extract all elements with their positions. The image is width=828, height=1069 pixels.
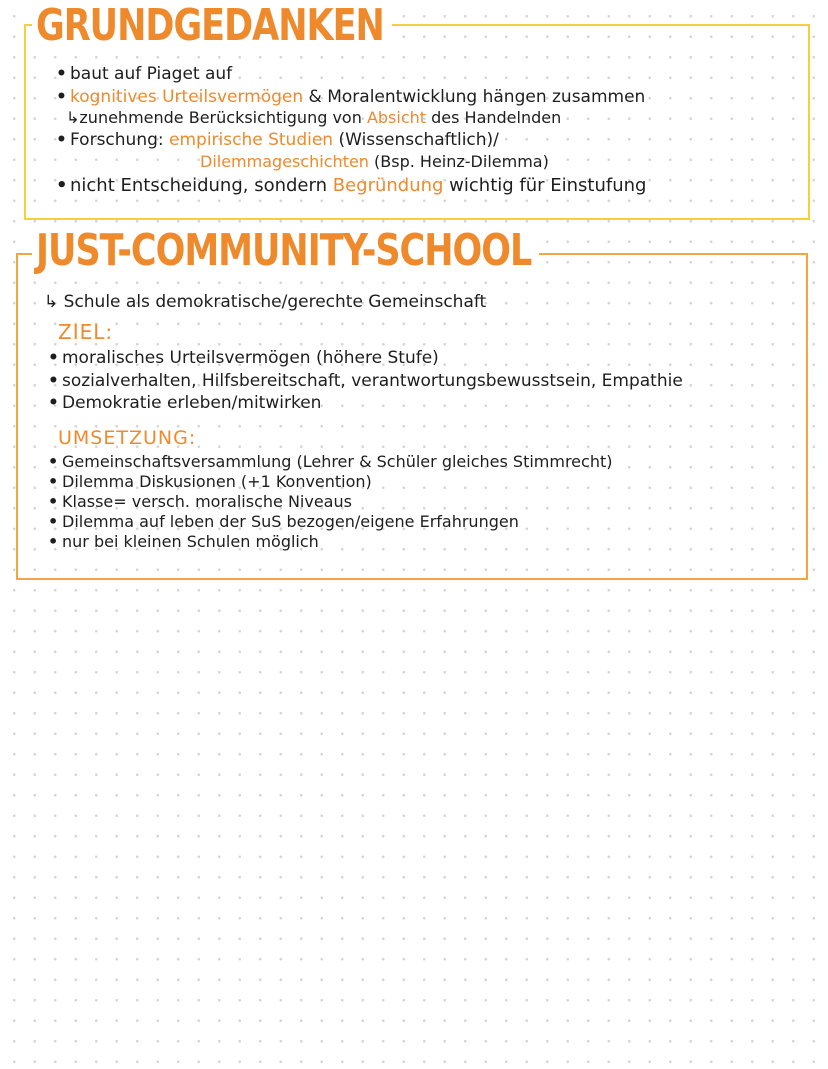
grundgedanken-bullet-1: • baut auf Piaget auf: [56, 64, 233, 84]
bullet-dot: •: [56, 64, 67, 84]
grundgedanken-bullet-4: • nicht Entscheidung, sondern Begründung wichtig für Einstufung: [56, 175, 647, 196]
bullet-dot: •: [48, 371, 59, 391]
bullet-dot: •: [56, 87, 67, 107]
umsetzung-item-5: • nur bei kleinen Schulen möglich: [48, 532, 319, 551]
grundgedanken-heading: GRUNDGEDANKEN: [32, 5, 392, 49]
grundgedanken-bullet-2-sub: ↳zunehmende Berücksichtigung von Absicht des Handelnden: [66, 108, 562, 127]
just-community-school-heading: JUST-COMMUNITY-SCHOOL: [32, 230, 539, 274]
bullet-dot: •: [56, 130, 67, 150]
grundgedanken-bullet-3-line2: Dilemmageschichten (Bsp. Heinz-Dilemma): [200, 152, 549, 171]
ziel-item-3: • Demokratie erleben/mitwirken: [48, 393, 322, 413]
umsetzung-item-1: • Gemeinschaftsversammlung (Lehrer & Schüler gleiches Stimmrecht): [48, 452, 613, 471]
grundgedanken-bullet-3: • Forschung: empirische Studien (Wissenschaftlich)/: [56, 130, 499, 150]
bullet-dot: •: [48, 472, 59, 491]
bullet-dot: •: [48, 512, 59, 531]
bullet-dot: •: [48, 348, 59, 368]
bullet-dot: •: [48, 532, 59, 551]
bullet-dot: •: [48, 452, 59, 471]
ziel-item-1: • moralisches Urteilsvermögen (höhere Stufe): [48, 348, 439, 368]
bullet-dot: •: [48, 393, 59, 413]
ziel-label: ZIEL:: [58, 320, 114, 344]
jcs-intro: ↳ Schule als demokratische/gerechte Gemeinschaft: [44, 292, 487, 312]
umsetzung-item-3: • Klasse= versch. moralische Niveaus: [48, 492, 352, 511]
umsetzung-label: UMSETZUNG:: [58, 427, 197, 449]
umsetzung-item-4: • Dilemma auf leben der SuS bezogen/eigene Erfahrungen: [48, 512, 519, 531]
bullet-dot: •: [56, 175, 68, 196]
ziel-item-2: • sozialverhalten, Hilfsbereitschaft, verantwortungsbewusstsein, Empathie: [48, 371, 683, 391]
grundgedanken-bullet-2: • kognitives Urteilsvermögen & Moralentwicklung hängen zusammen: [56, 87, 646, 107]
bullet-dot: •: [48, 492, 59, 511]
umsetzung-item-2: • Dilemma Diskusionen (+1 Konvention): [48, 472, 372, 491]
